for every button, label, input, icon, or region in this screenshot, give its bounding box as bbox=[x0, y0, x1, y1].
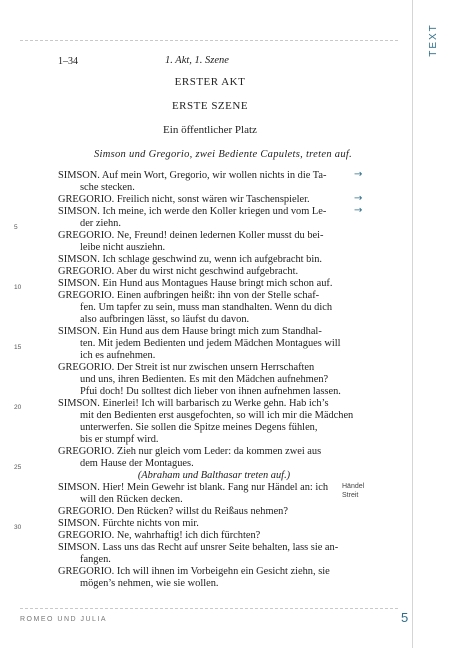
line-number: 10 bbox=[14, 284, 22, 291]
gloss-meaning: Streit bbox=[342, 492, 359, 499]
scene-heading: ERSTE SZENE bbox=[171, 100, 249, 112]
margin-gloss bbox=[342, 482, 364, 500]
text-line: unterwerfen. Sie sollen die Spitze meines Degens fühlen, bbox=[80, 422, 318, 433]
text-line: fen. Um tapfer zu sein, muss man standhalten. Wenn du dich bbox=[80, 302, 333, 313]
text-line: also aufbringen lässt, so läufst du davon. bbox=[80, 314, 250, 325]
text-line: ich es aufnehmen. bbox=[80, 350, 156, 361]
bottom-dashed-rule bbox=[20, 608, 398, 609]
place-heading: Ein öffentlicher Platz bbox=[163, 124, 257, 136]
text-line: mit den Bedienten erst ausgefochten, so will ich mir die Mädchen bbox=[80, 410, 354, 421]
line-range: 1–34 bbox=[58, 56, 78, 67]
text-line: ten. Mit jedem Bedienten und jedem Mädchen Montagues will bbox=[80, 338, 341, 349]
text-line: bis er stumpf wird. bbox=[80, 434, 159, 445]
act-scene-header: 1. Akt, 1. Szene bbox=[165, 55, 229, 66]
act-heading: ERSTER AKT bbox=[174, 76, 246, 88]
text-line: fangen. bbox=[80, 554, 111, 565]
text-line: SIMSON. Hier! Mein Gewehr ist blank. Fang nur Händel an: ich bbox=[58, 482, 329, 493]
text-line: SIMSON. Fürchte nichts von mir. bbox=[58, 518, 199, 529]
text-line: SIMSON. Auf mein Wort, Gregorio, wir wollen nichts in die Ta- bbox=[58, 170, 327, 181]
page-number: 5 bbox=[401, 610, 409, 625]
text-line: GREGORIO. Aber du wirst nicht geschwind aufgebracht. bbox=[58, 266, 299, 277]
text-line: GREGORIO. Ich will ihnen im Vorbeigehn ein Gesicht ziehn, sie bbox=[58, 566, 330, 577]
text-line: dem Hause der Montagues. bbox=[80, 458, 194, 469]
line-number: 30 bbox=[14, 524, 22, 531]
arrow-icon[interactable]: → bbox=[354, 169, 363, 180]
text-line: sche stecken. bbox=[80, 182, 135, 193]
line-number: 25 bbox=[14, 464, 22, 471]
text-line: SIMSON. Lass uns das Recht auf unsrer Seite behalten, lass sie an- bbox=[58, 542, 339, 553]
arrow-icon[interactable]: → bbox=[354, 205, 363, 216]
side-tab-divider bbox=[412, 0, 413, 648]
text-line: SIMSON. Ein Hund aus Montagues Hause bringt mich schon auf. bbox=[58, 278, 333, 289]
text-line: SIMSON. Einerlei! Ich will barbarisch zu Werke gehn. Hab ich’s bbox=[58, 398, 329, 409]
text-line: SIMSON. Ich schlage geschwind zu, wenn ich aufgebracht bin. bbox=[58, 254, 323, 265]
text-line: GREGORIO. Den Rücken? willst du Reißaus nehmen? bbox=[58, 506, 288, 517]
line-number: 20 bbox=[14, 404, 22, 411]
line-number: 5 bbox=[14, 224, 18, 231]
text-line: SIMSON. Ich meine, ich werde den Koller kriegen und vom Le- bbox=[58, 206, 327, 217]
text-line: leibe nicht ausziehn. bbox=[80, 242, 166, 253]
text-line: und uns, ihren Bedienten. Es mit den Mädchen aufnehmen? bbox=[80, 374, 329, 385]
text-line: GREGORIO. Zieh nur gleich vom Leder: da kommen zwei aus bbox=[58, 446, 322, 457]
text-line: GREGORIO. Freilich nicht, sonst wären wir Taschenspieler. bbox=[58, 194, 310, 205]
arrow-icon[interactable]: → bbox=[354, 193, 363, 204]
text-line: GREGORIO. Einen aufbringen heißt: ihn von der Stelle schaf- bbox=[58, 290, 320, 301]
top-dashed-rule bbox=[20, 40, 398, 41]
stage-direction-line: (Abraham und Balthasar treten auf.) bbox=[137, 470, 291, 481]
line-number: 15 bbox=[14, 344, 22, 351]
text-line: mögen’s nehmen, wie sie wollen. bbox=[80, 578, 219, 589]
text-line: GREGORIO. Ne, wahrhaftig! ich dich fürchten? bbox=[58, 530, 261, 541]
text-line: GREGORIO. Der Streit ist nur zwischen unsern Herrschaften bbox=[58, 362, 315, 373]
text-line: der ziehn. bbox=[80, 218, 121, 229]
gloss-term: Händel bbox=[342, 483, 365, 490]
side-tab-label: TEXT bbox=[428, 23, 439, 57]
play-text bbox=[58, 170, 370, 590]
text-line: SIMSON. Ein Hund aus dem Hause bringt mich zum Standhal- bbox=[58, 326, 322, 337]
text-line: will den Rücken decken. bbox=[80, 494, 183, 505]
stage-direction: Simson und Gregorio, zwei Bediente Capulets, treten auf. bbox=[93, 149, 353, 160]
text-line: GREGORIO. Ne, Freund! deinen ledernen Koller musst du bei- bbox=[58, 230, 324, 241]
text-line: Pfui doch! Du solltest dich lieber von ihnen aufnehmen lassen. bbox=[80, 386, 341, 397]
footer-book-title: ROMEO UND JULIA bbox=[20, 616, 108, 623]
